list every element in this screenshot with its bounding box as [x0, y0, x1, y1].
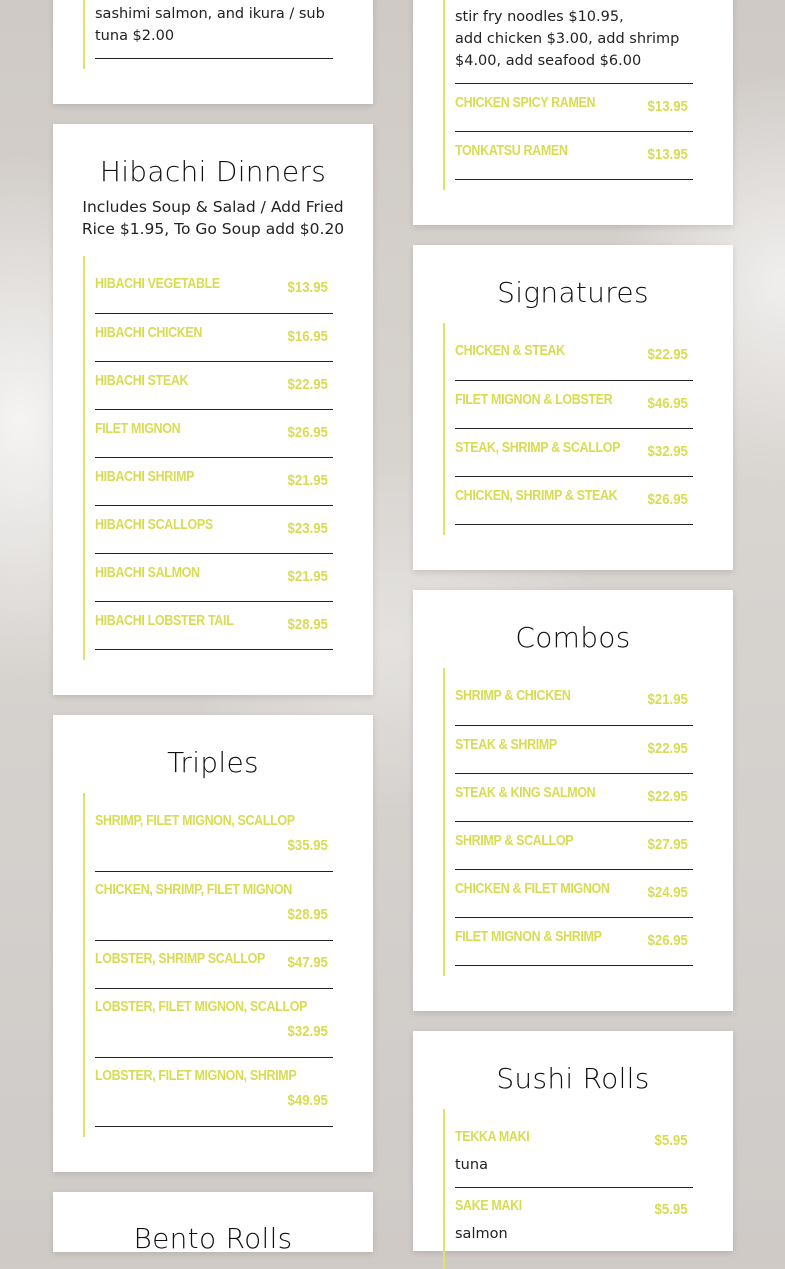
menu-item[interactable] [95, 506, 333, 554]
menu-card-combos [413, 590, 733, 1011]
menu-item[interactable] [455, 323, 693, 381]
item-price: $16.95 [287, 328, 328, 345]
item-price: $32.95 [287, 1023, 328, 1040]
item-name: STEAK, SHRIMP & SCALLOP [455, 440, 621, 456]
item-name: CHICKEN & STEAK [455, 343, 565, 359]
menu-card-bottom-left [53, 1192, 373, 1255]
item-name: FILET MIGNON [95, 421, 181, 437]
item-name: SAKE MAKI [455, 1198, 522, 1214]
section-title: Hibachi Dinners [99, 155, 327, 188]
menu-item[interactable] [455, 774, 693, 822]
item-price: $21.95 [287, 472, 328, 489]
item-name: LOBSTER, FILET MIGNON, SHRIMP [95, 1068, 297, 1084]
menu-item[interactable] [455, 1188, 693, 1267]
menu-item[interactable] [95, 554, 333, 602]
item-name: CHICKEN SPICY RAMEN [455, 95, 596, 111]
menu-item[interactable] [95, 410, 333, 458]
menu-item[interactable] [95, 941, 333, 989]
item-description: salmon [455, 1226, 508, 1242]
menu-card-triples [53, 715, 373, 1172]
item-name: SHRIMP, FILET MIGNON, SCALLOP [95, 813, 295, 829]
menu-item[interactable] [455, 668, 693, 726]
item-price: $35.95 [287, 837, 328, 854]
section-title: Triples [167, 746, 259, 779]
item-description: tuna $2.00 [95, 28, 175, 44]
menu-item[interactable] [95, 602, 333, 650]
item-price: $47.95 [287, 954, 328, 971]
item-description: add chicken $3.00, add shrimp [455, 31, 680, 47]
item-name: TONKATSU RAMEN [455, 143, 568, 159]
item-name: STEAK & KING SALMON [455, 785, 596, 801]
menu-item-list [443, 0, 693, 190]
menu-item[interactable] [95, 362, 333, 410]
item-price: $24.95 [647, 884, 688, 901]
menu-item[interactable] [455, 1109, 693, 1188]
menu-card-signatures [413, 245, 733, 570]
item-name: HIBACHI LOBSTER TAIL [95, 613, 234, 629]
item-price: $22.95 [647, 788, 688, 805]
menu-item[interactable] [455, 477, 693, 525]
item-description: stir fry noodles $10.95, [455, 9, 624, 25]
item-price: $22.95 [647, 346, 688, 363]
item-name: LOBSTER, FILET MIGNON, SCALLOP [95, 999, 308, 1015]
menu-item-list [443, 1109, 693, 1269]
menu-item[interactable] [455, 84, 693, 132]
item-name: HIBACHI SCALLOPS [95, 517, 213, 533]
item-name: TEKKA MAKI [455, 1129, 530, 1145]
item-name: LOBSTER, SHRIMP SCALLOP [95, 951, 265, 967]
menu-item[interactable] [455, 870, 693, 918]
item-price: $28.95 [287, 616, 328, 633]
menu-item[interactable] [455, 918, 693, 966]
menu-card-top-left [53, 0, 373, 104]
item-price: $23.95 [287, 520, 328, 537]
menu-item[interactable] [95, 872, 333, 941]
item-price: $22.95 [287, 376, 328, 393]
item-name: FILET MIGNON & LOBSTER [455, 392, 613, 408]
section-title: Sushi Rolls [496, 1062, 650, 1095]
item-description: $4.00, add seafood $6.00 [455, 53, 642, 69]
menu-item[interactable] [95, 256, 333, 314]
section-title: Bento Rolls [133, 1222, 293, 1255]
menu-item[interactable] [455, 429, 693, 477]
item-price: $13.95 [647, 146, 688, 163]
menu-item[interactable] [95, 989, 333, 1058]
menu-item[interactable] [95, 314, 333, 362]
section-subtitle: Rice $1.95, To Go Soup add $0.20 [81, 220, 345, 238]
menu-card-hibachi [53, 124, 373, 695]
item-price: $49.95 [287, 1092, 328, 1109]
item-price: $26.95 [647, 932, 688, 949]
section-title: Combos [515, 621, 631, 654]
item-name: SHRIMP & CHICKEN [455, 688, 571, 704]
item-name: STEAK & SHRIMP [455, 737, 557, 753]
item-name: CHICKEN & FILET MIGNON [455, 881, 610, 897]
menu-item[interactable] [95, 1058, 333, 1127]
item-name: CHICKEN, SHRIMP & STEAK [455, 488, 618, 504]
menu-item[interactable] [455, 822, 693, 870]
menu-item[interactable] [95, 458, 333, 506]
item-price: $5.95 [654, 1132, 688, 1149]
menu-item[interactable] [95, 793, 333, 872]
menu-item[interactable] [455, 726, 693, 774]
item-price: $32.95 [647, 443, 688, 460]
item-name: HIBACHI CHICKEN [95, 325, 203, 341]
item-price: $26.95 [647, 491, 688, 508]
menu-card-sushi-rolls [413, 1031, 733, 1251]
item-name: CHICKEN, SHRIMP, FILET MIGNON [95, 882, 292, 898]
section-title: Signatures [497, 276, 649, 309]
item-price: $13.95 [287, 279, 328, 296]
item-name: SHRIMP & SCALLOP [455, 833, 574, 849]
item-price: $46.95 [647, 395, 688, 412]
menu-item-list [83, 256, 333, 660]
menu-item[interactable] [455, 132, 693, 180]
menu-item-list [83, 793, 333, 1137]
item-price: $28.95 [287, 906, 328, 923]
item-price: $21.95 [287, 568, 328, 585]
menu-item[interactable] [95, 0, 333, 59]
item-description: sashimi salmon, and ikura / sub [95, 6, 325, 22]
item-name: FILET MIGNON & SHRIMP [455, 929, 602, 945]
menu-item[interactable] [455, 0, 693, 84]
item-price: $22.95 [647, 740, 688, 757]
item-price: $21.95 [647, 691, 688, 708]
menu-item-list [443, 323, 693, 535]
item-name: HIBACHI SHRIMP [95, 469, 195, 485]
item-price: $13.95 [647, 98, 688, 115]
item-name: HIBACHI STEAK [95, 373, 189, 389]
item-name: HIBACHI SALMON [95, 565, 200, 581]
item-price: $26.95 [287, 424, 328, 441]
item-price: $27.95 [647, 836, 688, 853]
menu-item-list [83, 0, 333, 69]
item-name: HIBACHI VEGETABLE [95, 276, 220, 292]
menu-item-list [443, 668, 693, 976]
item-price: $5.95 [654, 1201, 688, 1218]
menu-item[interactable] [455, 381, 693, 429]
item-description: tuna [455, 1157, 488, 1173]
menu-card-ramen [413, 0, 733, 225]
section-subtitle: Includes Soup & Salad / Add Fried [82, 198, 344, 216]
